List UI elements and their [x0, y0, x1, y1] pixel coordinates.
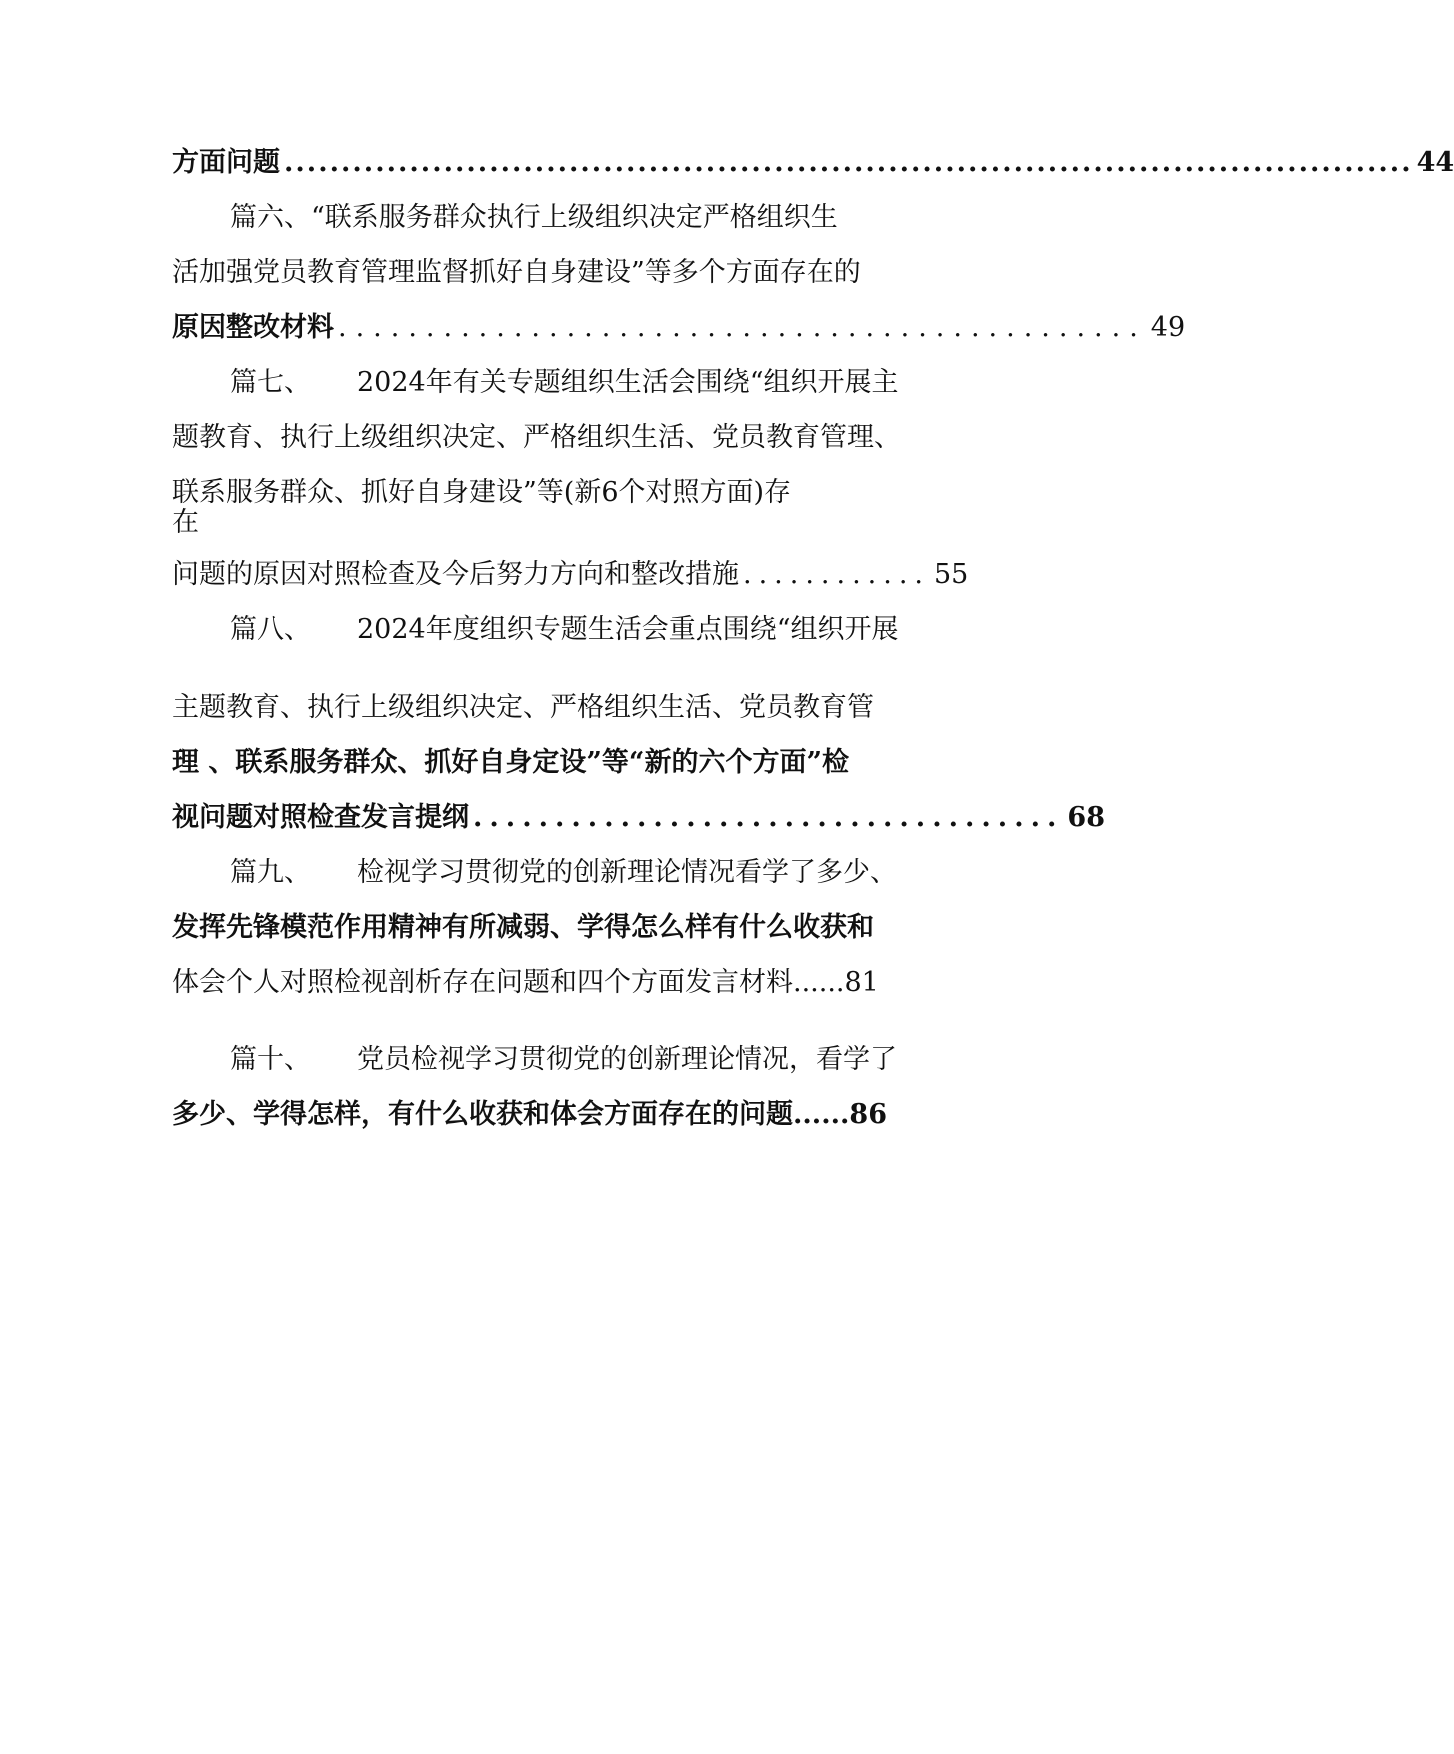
toc-entry-text: “联系服务群众执行上级组织决定严格组织生: [311, 202, 838, 233]
toc-entry-text: 党员检视学习贯彻党的创新理论情况，看学了: [357, 1044, 897, 1075]
toc-entry-text: 主题教育、执行上级组织决定、严格组织生活、党员教育管: [172, 692, 874, 723]
toc-leader-dots: ............: [743, 559, 930, 590]
toc-entry-label: 篇七、: [230, 367, 311, 398]
toc-entry-9-line-2[interactable]: [172, 908, 937, 948]
toc-entry-8-last-line[interactable]: [172, 798, 1105, 838]
toc-entry-text: 题教育、执行上级组织决定、严格组织生活、党员教育管理、: [172, 422, 901, 453]
toc-leader-dots: ......: [793, 967, 845, 998]
toc-entry-6-line-1[interactable]: [230, 198, 937, 238]
toc-entry-9-line-1[interactable]: [230, 853, 937, 893]
toc-entry-9-last-line[interactable]: [172, 963, 937, 1003]
toc-entry-text: 联系服务群众、抓好自身建设”等(新6个对照方面)存: [172, 477, 792, 508]
toc-page-number: 55: [934, 559, 969, 590]
toc-entry-8-line-1[interactable]: [230, 610, 937, 650]
toc-entry-label: 篇九、: [230, 857, 311, 888]
toc-entry-text: 2024年有关专题组织生活会围绕“组织开展主: [357, 367, 899, 398]
toc-entry-text: 发挥先锋模范作用精神有所减弱、学得怎么样有什么收获和: [172, 912, 874, 943]
toc-entry-text: 方面问题: [172, 147, 280, 178]
toc-entry-10-last-line[interactable]: [172, 1095, 937, 1135]
toc-entry-text: 视问题对照检查发言提纲: [172, 802, 469, 833]
toc-leader-dots: ..............................................: [338, 312, 1147, 343]
toc-entry-text: 理 、联系服务群众、抓好自身定设”等“新的六个方面”检: [172, 747, 849, 778]
toc-entry-8-line-3[interactable]: [172, 743, 937, 783]
toc-entry-text: 问题的原因对照检查及今后努力方向和整改措施: [172, 559, 739, 590]
toc-entry-7-line-4[interactable]: [172, 503, 937, 543]
toc-entry-7-line-2[interactable]: [172, 418, 937, 458]
toc-page-number: 49: [1150, 312, 1186, 343]
toc-entry-text: 体会个人对照检视剖析存在问题和四个方面发言材料: [172, 967, 793, 998]
toc-entry-label: 篇八、: [230, 614, 311, 645]
toc-entry-text: 多少、学得怎样，有什么收获和体会方面存在的问题: [172, 1099, 793, 1130]
toc-page-number: 86: [849, 1099, 887, 1130]
toc-leader-dots: ......: [793, 1099, 850, 1130]
toc-entry-text: 在: [172, 507, 199, 538]
toc-page-number: 68: [1067, 802, 1105, 833]
toc-entry-text: 检视学习贯彻党的创新理论情况看学了多少、: [357, 857, 897, 888]
toc-entry-continuation[interactable]: [172, 143, 1454, 183]
toc-entry-7-last-line[interactable]: [172, 555, 969, 595]
toc-leader-dots: ...................................................................................................: [284, 147, 1413, 178]
toc-entry-8-line-2[interactable]: [172, 688, 937, 728]
toc-entry-text: 原因整改材料: [172, 312, 334, 343]
toc-entry-7-line-1[interactable]: [230, 363, 937, 403]
toc-page-number: 81: [844, 967, 879, 998]
toc-entry-label: 篇六、: [230, 202, 311, 233]
toc-entry-label: 篇十、: [230, 1044, 311, 1075]
toc-entry-10-line-1[interactable]: [230, 1040, 937, 1080]
toc-entry-6-last-line[interactable]: [172, 308, 1186, 348]
toc-entry-text: 2024年度组织专题生活会重点围绕“组织开展: [357, 614, 899, 645]
toc-entry-6-line-2[interactable]: [172, 253, 937, 293]
toc-page-number: 44: [1416, 147, 1454, 178]
toc-entry-text: 活加强党员教育管理监督抓好自身建设”等多个方面存在的: [172, 257, 861, 288]
toc-leader-dots: ....................................: [473, 802, 1064, 833]
